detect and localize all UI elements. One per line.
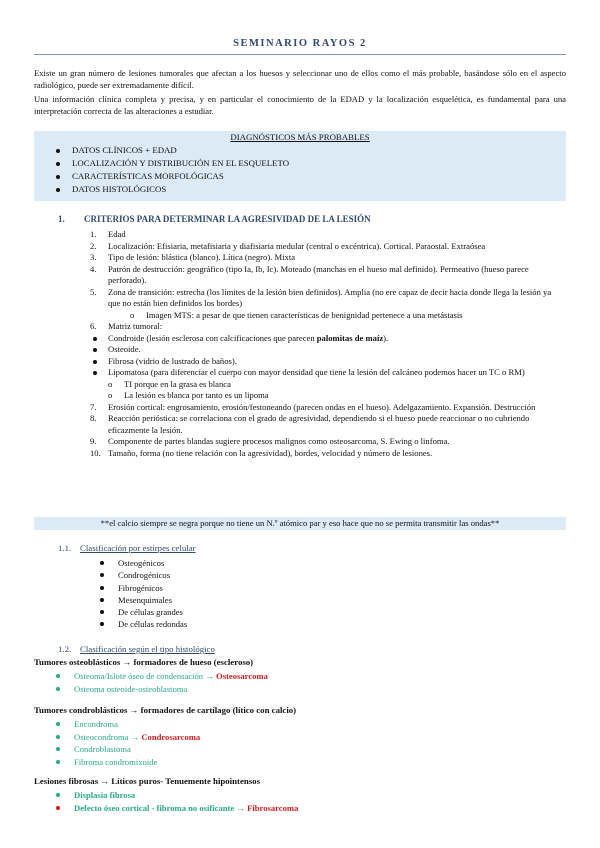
item-text: Edad — [108, 229, 126, 239]
item-text: Matriz tumoral: — [108, 321, 163, 331]
item-marker: o — [108, 390, 113, 400]
bullet-icon — [56, 735, 60, 739]
criterio-item — [90, 229, 560, 241]
criterio-item — [90, 333, 560, 345]
bullet-icon — [93, 360, 97, 364]
bullet-icon — [93, 348, 97, 352]
bullet-icon — [56, 793, 60, 797]
heading-condroblasticos: Tumores condroblásticos → formadores de cartílago (lítico con calcio) — [34, 705, 297, 715]
fibrosas-list — [56, 789, 298, 814]
list-item: Osteoma osteoide-osteoblastoma — [56, 683, 268, 696]
criterios-list — [90, 229, 560, 459]
criterio-item — [90, 321, 560, 333]
item-marker: 7. — [90, 401, 97, 412]
item-text: Tamaño, forma (no tiene relación con la agresividad), bordes, velocidad y número de lesiones. — [108, 447, 433, 458]
bullet-icon — [56, 760, 60, 764]
item-marker: 5. — [90, 286, 97, 297]
diagnosticos-title: DIAGNÓSTICOS MÁS PROBABLES — [230, 132, 370, 142]
arrow-right-icon: → — [205, 671, 214, 681]
intro-paragraph-2: Una información clínica completa y precisa, y en particular el conocimiento de la EDAD y la localización esquelética, es fundamental para una interpretación correcta de las alteraciones a estudiar. — [34, 94, 566, 116]
list-item: LOCALIZACIÓN Y DISTRIBUCIÓN EN EL ESQUELETO — [34, 157, 566, 170]
list-item: Displasia fibrosa — [56, 789, 298, 802]
list-item: DATOS HISTOLÓGICOS — [34, 183, 566, 196]
item-marker: o — [108, 378, 113, 389]
criterio-item — [90, 252, 560, 264]
list-item: Osteogénicos — [100, 557, 187, 569]
item-marker: 3. — [90, 252, 97, 262]
list-item: Fibrogénicos — [100, 582, 187, 594]
osteoblasticos-list — [56, 670, 268, 695]
list-item: Condroblastoma — [56, 743, 200, 756]
item-text: Patrón de destrucción: geográfico (tipo Ia, Ib, Ic). Moteado (manchas en el hueso mal definido). Permeativo (hueso parece perforado). — [108, 263, 529, 285]
item-text: Osteoide. — [108, 344, 141, 354]
item-marker: 6. — [90, 321, 97, 331]
criterio-item — [90, 413, 560, 436]
bullet-icon — [56, 149, 60, 153]
title-divider — [34, 54, 566, 55]
criterio-item — [90, 310, 560, 322]
list-item: Fibroma condromixoide — [56, 756, 200, 769]
bullet-icon — [93, 371, 97, 375]
criterio-item — [90, 402, 560, 414]
item-text: Lipomatosa (para diferenciar el cuerpo con mayor densidad que tiene la lesión del calcáneo podemos hacer un TC o RM) — [108, 367, 525, 377]
bullet-icon — [56, 188, 60, 192]
criterio-item — [90, 287, 560, 310]
page-title: SEMINARIO RAYOS 2 — [233, 38, 367, 49]
item-text: TI porque en la grasa es blanca — [124, 378, 231, 389]
item-text: Zona de transición: estrecha (los límites de la lesión bien definidos). Amplia (no ere capaz de decir hacia donde llega la lesión ya que no están bien definidos los bordes) — [108, 286, 552, 308]
item-text: Imagen MTS: a pesar de que tienen características de benignidad pertenece a una metástasis — [146, 309, 463, 320]
diagnosticos-box — [34, 131, 566, 201]
list-item: CARACTERÍSTICAS MORFOLÓGICAS — [34, 170, 566, 183]
list-item: Mesenquimales — [100, 594, 187, 606]
list-item: De células grandes — [100, 606, 187, 618]
estirpe-list — [100, 557, 187, 631]
arrow-right-icon: → — [130, 731, 140, 742]
intro-paragraph-1: Existe un gran número de lesiones tumorales que afectan a los huesos y seleccionar uno de ellos como el más probable, basándose sólo en el aspecto radiológico, puede ser extremadamente difícil. — [34, 68, 566, 90]
bullet-icon — [100, 573, 104, 577]
item-marker: 9. — [90, 436, 97, 446]
item-text: Tipo de lesión: blástica (blanco). Lítica (negro). Mixta — [108, 252, 296, 262]
criterio-item — [90, 436, 560, 448]
calcium-note: **el calcio siempre se negra porque no tiene un N.º atómico par y eso hace que no se permita transmitir las ondas** — [34, 517, 566, 530]
item-marker: 10. — [90, 447, 101, 458]
list-item: Osteocondroma → Condrosarcoma — [56, 731, 200, 744]
criterio-item — [90, 344, 560, 356]
bullet-icon — [100, 561, 104, 565]
item-text: Componente de partes blandas sugiere procesos malignos como osteosarcoma, S. Ewing o linfoma. — [108, 436, 450, 446]
item-marker: 1. — [90, 229, 97, 239]
section-heading-tipo: 1.2. Clasificación según el tipo histológico — [58, 644, 215, 654]
item-text: Fibrosa (vidrio de lustrado de baños). — [108, 355, 237, 366]
heading-osteoblasticos: Tumores osteoblásticos → formadores de hueso (escleroso) — [34, 657, 254, 667]
bullet-icon — [56, 806, 60, 810]
criterio-item — [90, 241, 560, 253]
item-marker: 8. — [90, 413, 97, 423]
bullet-icon — [100, 586, 104, 590]
bullet-icon — [56, 175, 60, 179]
list-item: DATOS CLÍNICOS + EDAD — [34, 144, 566, 157]
list-item: Osteoma/Islote óseo de condensación → Osteosarcoma — [56, 670, 268, 683]
bullet-icon — [100, 622, 104, 626]
bullet-icon — [100, 598, 104, 602]
item-marker: o — [130, 309, 135, 320]
bullet-icon — [56, 162, 60, 166]
item-text: Localización: Efisiaria, metafisiaria y diafisiaria medular (central o excéntrica). Cortical. Paraostal. Extraósea — [108, 240, 486, 251]
criterio-item — [90, 390, 560, 402]
list-item: Defecto óseo cortical - fibroma no osificante → Fibrosarcoma — [56, 802, 298, 815]
bullet-icon — [100, 610, 104, 614]
item-marker: 4. — [90, 263, 97, 274]
bullet-icon — [56, 687, 60, 691]
item-text: Reacción perióstica: se correlaciona con el grado de agresividad, dependiendo si el hueso puede reaccionar o no cubriendo eficazmente la lesión. — [108, 413, 530, 435]
criterio-item — [90, 379, 560, 391]
section-heading-criterios: 1. CRITERIOS PARA DETERMINAR LA AGRESIVIDAD DE LA LESIÓN — [58, 214, 371, 224]
bullet-icon — [56, 747, 60, 751]
item-text: Erosión cortical: engrosamiento, erosión/festoneando (parecen ondas en el hueso). Adelgazamiento. Expansión. Destrucción — [108, 401, 536, 412]
section-heading-estirpe: 1.1. Clasificación por estirpes celular — [58, 543, 196, 553]
criterio-item — [90, 356, 560, 368]
bullet-icon — [93, 337, 97, 341]
bullet-icon — [56, 722, 60, 726]
item-marker: 2. — [90, 240, 97, 251]
criterio-item — [90, 448, 560, 460]
bullet-icon — [56, 674, 60, 678]
criterio-item — [90, 367, 560, 379]
item-text: Condroide (lesión esclerosa con calcificaciones que parecen palomitas de maíz). — [108, 332, 389, 343]
diagnosticos-list — [34, 144, 566, 196]
list-item: De células redondas — [100, 618, 187, 630]
item-text: La lesión es blanca por tanto es un lipoma — [124, 390, 269, 400]
arrow-right-icon: → — [236, 802, 245, 813]
heading-fibrosas: Lesiones fibrosas → Líticos puros- Tenuemente hipointensos — [34, 776, 260, 786]
list-item: Encondroma — [56, 718, 200, 731]
list-item: Condrogénicos — [100, 569, 187, 581]
criterio-item — [90, 264, 560, 287]
condroblasticos-list — [56, 718, 200, 768]
